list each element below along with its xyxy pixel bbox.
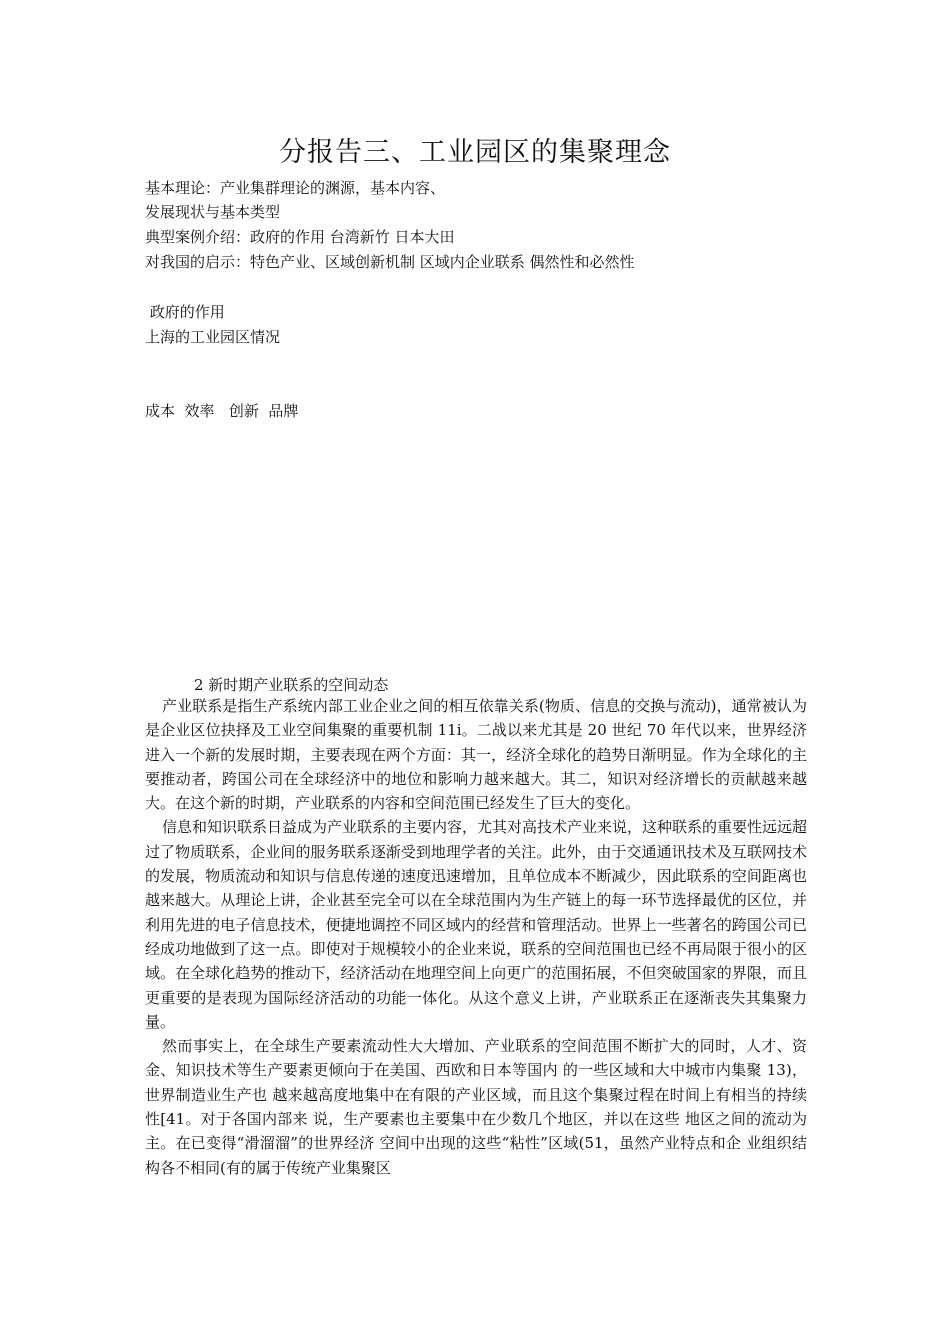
body-text bbox=[145, 694, 807, 1180]
outline-line-development-status: 发展现状与基本类型 bbox=[145, 203, 281, 221]
body-paragraph: 信息和知识联系日益成为产业联系的主要内容，尤其对高技术产业来说，这种联系的重要性远远超过了物质联系，企业间的服务联系逐渐受到地理学者的关注。此外，由于交通通讯技术及互联网技术的发展，物质流动和知识与信息传递的速度迅速增加，且单位成本不断减少，因此联系的空间距离也越来越大。从理论上讲，企业甚至完全可以在全球范围内为生产链上的每一环节选择最优的区位，并利用先进的电子信息技术，便捷地调控不同区域内的经营和管理活动。世界上一些著名的跨国公司已经成功地做到了这一点。即使对于规模较小的企业来说，联系的空间范围也已经不再局限于很小的区域。在全球化趋势的推动下，经济活动在地理空间上向更广的范围拓展，不但突破国家的界限，而且更重要的是表现为国际经济活动的功能一体化。从这个意义上讲，产业联系正在逐渐丧失其集聚力量。 bbox=[145, 818, 808, 1031]
document-title: 分报告三、工业园区的集聚理念 bbox=[279, 137, 671, 168]
keywords-line: 成本 效率 创新 品牌 bbox=[145, 402, 299, 420]
note-shanghai-parks: 上海的工业园区情况 bbox=[145, 328, 281, 346]
body-paragraph: 产业联系是指生产系统内部工业企业之间的相互依靠关系(物质、信息的交换与流动)，通常被认为是企业区位抉择及工业空间集聚的重要机制 11i。二战以来尤其是 20 世纪 70 年代以来，世界经济进入一个新的发展时期，主要表现在两个方面：其一，经济全球化的趋势日渐明显。作为全球化的主要推动者，跨国公司在全球经济中的地位和影响力越来越大。其二，知识对经济增长的贡献越来越大。在这个新的时期，产业联系的内容和空间范围已经发生了巨大的变化。 bbox=[145, 697, 807, 813]
outline-line-basic-theory: 基本理论：产业集群理论的渊源，基本内容、 bbox=[145, 179, 446, 197]
outline-line-implications: 对我国的启示：特色产业、区域创新机制 区域内企业联系 偶然性和必然性 bbox=[145, 253, 635, 271]
note-government-role: 政府的作用 bbox=[145, 303, 225, 321]
body-paragraph: 然而事实上，在全球生产要素流动性大大增加、产业联系的空间范围不断扩大的同时，人才、资金、知识技术等生产要素更倾向于在美国、西欧和日本等国内 的一些区域和大中城市内集聚 13)，世界制造业生产也 越来越高度地集中在有限的产业区域，而且这个集聚过程在时间上有相当的持续性[41。对于各国内部来 说，生产要素也主要集中在少数几个地区，并以在这些 地区之间的流动为主。在已变得“滑溜溜”的世界经济 空间中出现的这些“粘性”区域(51，虽然产业特点和企 业组织结构各不相同(有的属于传统产业集聚区 bbox=[145, 1037, 807, 1177]
section-heading: 2 新时期产业联系的空间动态 bbox=[194, 676, 389, 694]
outline-line-case-studies: 典型案例介绍：政府的作用 台湾新竹 日本大田 bbox=[145, 228, 455, 246]
